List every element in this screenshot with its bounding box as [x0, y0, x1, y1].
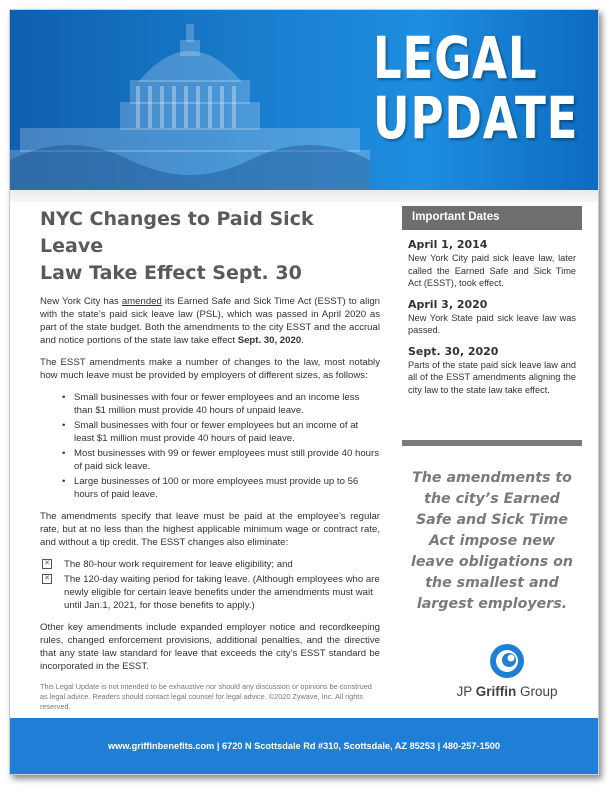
- footer-contact: www.griffinbenefits.com | 6720 N Scottsdale Rd #310, Scottsdale, AZ 85253 | 480-257-1500: [10, 718, 598, 774]
- list-item: [44, 558, 380, 571]
- list-item: • Most businesses with 99 or fewer employees must still provide 40 hours of paid sick leave.: [74, 447, 380, 473]
- sidebar-rule: [402, 440, 582, 446]
- eliminated-list: [40, 558, 380, 612]
- headline-line2: Law Take Effect Sept. 30: [40, 262, 302, 284]
- logo-prefix: JP: [456, 684, 476, 699]
- dates-list: [402, 230, 582, 396]
- checkbox-x-icon: ✕: [42, 559, 52, 569]
- list-item: • Large businesses of 100 or more employees must provide up to 56 hours of paid leave.: [74, 475, 380, 501]
- p1-text-a: New York City has: [40, 296, 122, 307]
- company-logo: [442, 642, 572, 704]
- logo-suffix: Group: [516, 684, 558, 699]
- effective-date-bold: Sept. 30, 2020: [237, 335, 302, 346]
- document-page: [9, 9, 599, 775]
- check-item-text: The 120-day waiting period for taking leave. (Although employees who are newly eligible for certain leave benefits under the amendments must wait until Jan.1, 2021, for those benefits to apply.): [64, 574, 380, 611]
- paragraph-other-amendments: Other key amendments include expanded employer notice and recordkeeping rules, changed enforcement provisions, additional penalties, and the directive that any state law standard for leave that exceeds the city’s ESST standard be incorporated in the ESST.: [40, 622, 380, 672]
- date-title: April 1, 2014: [408, 238, 488, 251]
- header-title-line2: UPDATE: [372, 84, 578, 152]
- paragraph-intro: [40, 295, 380, 347]
- header-title: [372, 24, 578, 152]
- leave-requirements-list: [40, 391, 380, 501]
- amended-link[interactable]: amended: [121, 296, 162, 307]
- checkbox-x-icon: ✕: [42, 574, 52, 584]
- date-text: Parts of the state paid sick leave law and all of the ESST amendments aligning the city law to the state law take effect.: [408, 359, 576, 395]
- paragraph-amendments: The ESST amendments make a number of changes to the law, most notably how much leave must be provided by employers of different sizes, as follows:: [40, 357, 380, 381]
- sidebar-heading: Important Dates: [402, 206, 582, 230]
- article: [40, 206, 380, 712]
- disclaimer: This Legal Update is not intended to be exhaustive nor should any discussion or opinions be construed as legal advice. Readers should contact legal counsel for legal advice. ©2020 Zywave, Inc. All rights reserved.: [40, 682, 372, 711]
- paragraph-paid-rate: The amendments specify that leave must be paid at the employee’s regular rate, but at no less than the highest applicable minimum wage or contract rate, and without a tip credit. The ESST changes also eliminate:: [40, 511, 380, 548]
- date-title: April 3, 2020: [408, 297, 488, 311]
- header-title-line1: LEGAL: [372, 24, 538, 92]
- article-headline: [40, 206, 380, 287]
- pull-quote: The amendments to the city’s Earned Safe and Sick Time Act impose new leave obligations on the smallest and largest employers.: [411, 470, 573, 612]
- check-item-text: The 80-hour work requirement for leave eligibility; and: [64, 559, 293, 570]
- list-item: • Small businesses with four or fewer employees but an income of at least $1 million must provide 40 hours of paid leave.: [74, 419, 380, 445]
- list-item: • Small businesses with four or fewer employees and an income less than $1 million must provide 40 hours of unpaid leave.: [74, 391, 380, 417]
- logo-name: Griffin: [475, 684, 517, 699]
- headline-line1: NYC Changes to Paid Sick Leave: [40, 208, 314, 257]
- logo-wordmark: [442, 684, 572, 699]
- important-dates-sidebar: [402, 206, 582, 404]
- date-text: New York State paid sick leave law was passed.: [408, 312, 576, 335]
- p1-text-b: its Earned Safe and Sick Time Act (ESST) to align with the state’s paid sick leave law (PSL), which was passed in April 2020 as part of the state budget. Both the amendments to the city ESST and the accrual and notice portions of the state law take effect: [40, 296, 381, 346]
- list-item: [44, 573, 380, 612]
- date-text: New York City paid sick leave law, later called the Earned Safe and Sick Time Act (ESST), took effect.: [408, 253, 576, 288]
- p1-text-end: .: [301, 335, 304, 346]
- header-banner: [10, 10, 598, 190]
- jp-griffin-swirl-logo: [488, 642, 526, 680]
- date-title: Sept. 30, 2020: [408, 344, 499, 358]
- header-divider: [10, 190, 598, 202]
